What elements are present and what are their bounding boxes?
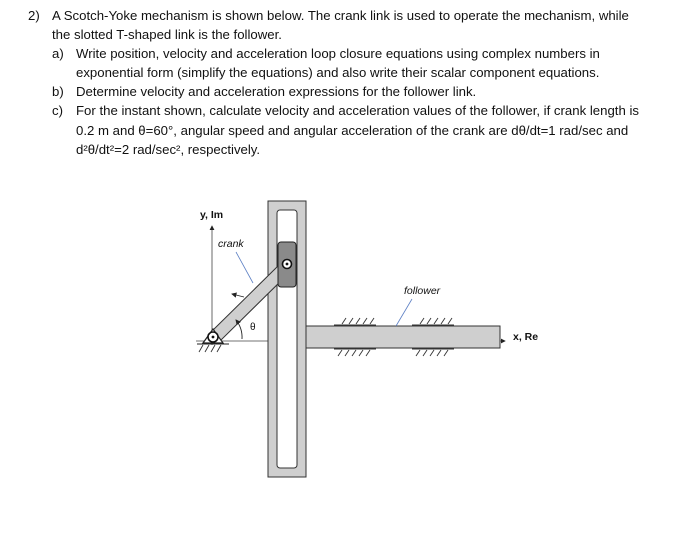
part-c-line-1: For the instant shown, calculate velocity and acceleration values of the follower, if crank length is <box>76 103 639 118</box>
part-c-line-3: d²θ/dt²=2 rad/sec², respectively. <box>76 142 261 157</box>
y-axis-label: y, Im <box>200 209 224 221</box>
x-axis-label: x, Re <box>513 331 539 343</box>
upper-guide-ground <box>334 318 454 325</box>
crank-rotation-arrow <box>232 294 244 297</box>
part-c-label: c) <box>52 103 63 118</box>
part-b-label: b) <box>52 84 64 99</box>
theta-label: θ <box>250 322 256 333</box>
part-a-line-2: exponential form (simplify the equations) and also write their scalar component equations. <box>76 65 600 80</box>
problem-number: 2) <box>28 8 40 23</box>
problem-intro-line-1: A Scotch-Yoke mechanism is shown below. The crank link is used to operate the mechanism, while <box>52 8 629 23</box>
part-a-label: a) <box>52 46 64 61</box>
crank-leader-line <box>236 252 253 283</box>
crank-label: crank <box>218 238 244 250</box>
slider-pin-center <box>286 263 289 266</box>
part-b-line-1: Determine velocity and acceleration expressions for the follower link. <box>76 84 477 99</box>
part-a-line-1: Write position, velocity and acceleration loop closure equations using complex numbers in <box>76 46 600 61</box>
problem-intro-line-2: the slotted T-shaped link is the follower. <box>52 27 282 42</box>
follower-link <box>268 201 500 477</box>
follower-leader-line <box>396 299 412 326</box>
part-c-line-2: 0.2 m and θ=60°, angular speed and angular acceleration of the crank are dθ/dt=1 rad/sec and <box>76 123 629 138</box>
follower-stem <box>300 326 500 348</box>
follower-label: follower <box>404 285 441 297</box>
lower-guide-ground <box>334 349 454 356</box>
